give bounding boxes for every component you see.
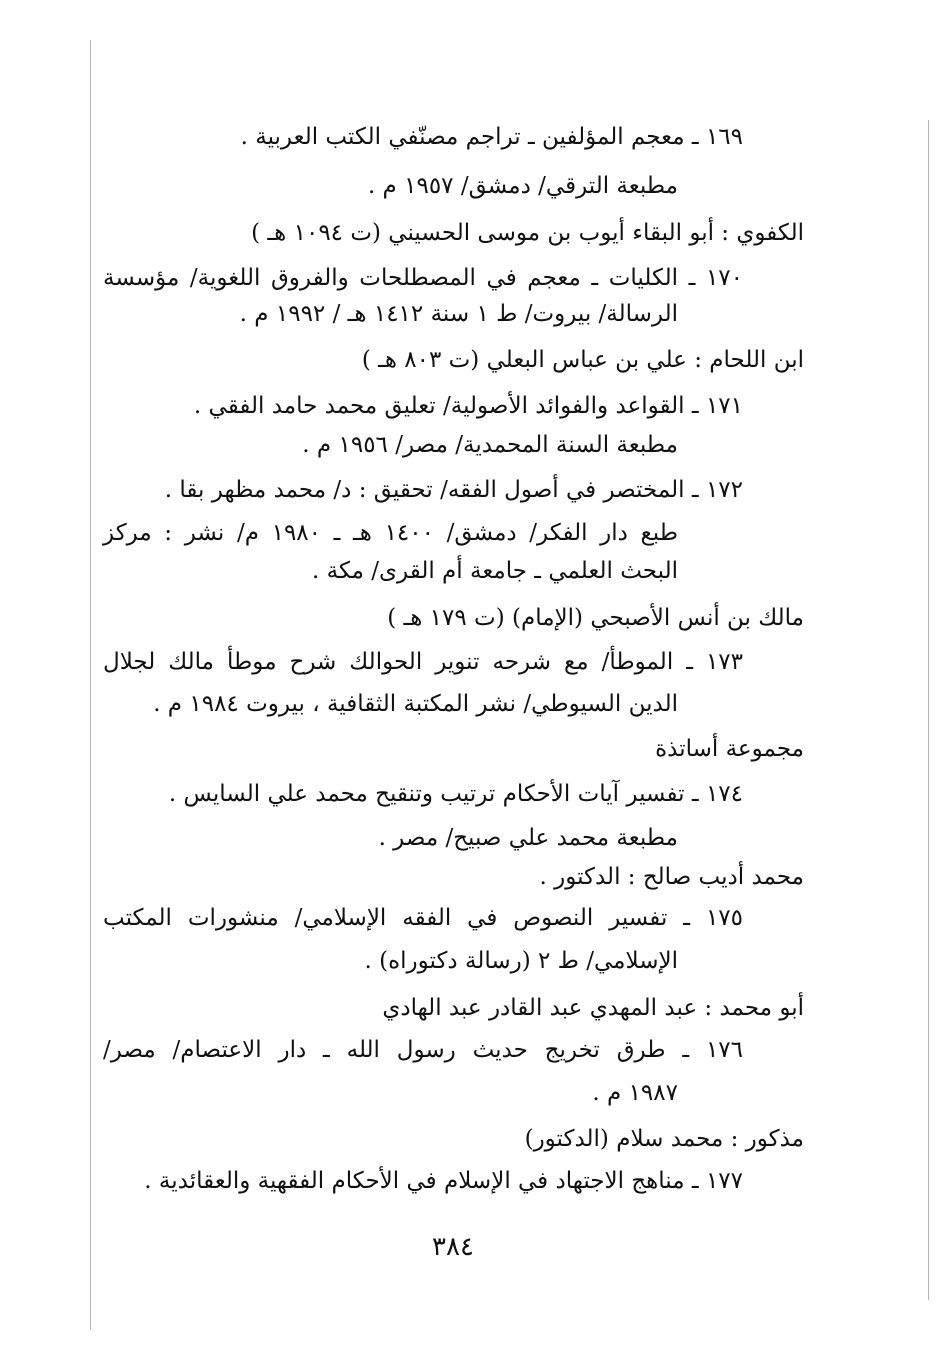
author-madkur: مذكور : محمد سلام (الدكتور) — [524, 1126, 804, 1152]
page-number: ٣٨٤ — [432, 1232, 474, 1262]
entry-172-title: ١٧٢ ـ المختصر في أصول الفقه/ تحقيق : د/ محمد مظهر بقا . — [164, 477, 743, 503]
entry-171-publisher: مطبعة السنة المحمدية/ مصر/ ١٩٥٦ م . — [302, 432, 678, 458]
entry-172-publisher-cont: البحث العلمي ـ جامعة أم القرى/ مكة . — [311, 558, 678, 584]
author-group: مجموعة أساتذة — [655, 736, 804, 762]
entry-173-publisher: الدين السيوطي/ نشر المكتبة الثقافية ، بيروت ١٩٨٤ م . — [153, 691, 678, 717]
entry-176-title: ١٧٦ ـ طرق تخريج حديث رسول الله ـ دار الاعتصام/ مصر/ — [103, 1037, 743, 1063]
entry-172-publisher: طبع دار الفكر/ دمشق/ ١٤٠٠ هـ ـ ١٩٨٠ م/ نشر : مركز — [103, 520, 679, 546]
entry-170-publisher: الرسالة/ بيروت/ ط ١ سنة ١٤١٢ هـ / ١٩٩٢ م . — [239, 301, 678, 327]
author-abu-muhammad: أبو محمد : عبد المهدي عبد القادر عبد الهادي — [382, 995, 804, 1021]
author-malik: مالك بن أنس الأصبحي (الإمام) (ت ١٧٩ هـ ) — [387, 605, 804, 631]
entry-173-title: ١٧٣ ـ الموطأ/ مع شرحه تنوير الحوالك شرح موطأ مالك لجلال — [103, 649, 743, 675]
entry-176-year: ١٩٨٧ م . — [592, 1080, 678, 1106]
entry-175-publisher: الإسلامي/ ط ٢ (رسالة دكتوراه) . — [364, 948, 678, 974]
entry-174-publisher: مطبعة محمد علي صبيح/ مصر . — [378, 825, 678, 851]
scan-edge-line-right — [928, 120, 929, 1300]
author-adib-salih: محمد أديب صالح : الدكتور . — [539, 864, 804, 890]
entry-177-title: ١٧٧ ـ مناهج الاجتهاد في الإسلام في الأحكام الفقهية والعقائدية . — [144, 1168, 743, 1194]
scan-edge-line-left — [90, 40, 91, 1330]
entry-175-title: ١٧٥ ـ تفسير النصوص في الفقه الإسلامي/ منشورات المكتب — [103, 905, 743, 931]
entry-171-title: ١٧١ ـ القواعد والفوائد الأصولية/ تعليق محمد حامد الفقي . — [193, 393, 743, 419]
author-kafawi: الكفوي : أبو البقاء أيوب بن موسى الحسيني (ت ١٠٩٤ هـ ) — [251, 220, 804, 246]
entry-174-title: ١٧٤ ـ تفسير آيات الأحكام ترتيب وتنقيح محمد علي السايس . — [168, 781, 743, 807]
entry-169-publisher: مطبعة الترقي/ دمشق/ ١٩٥٧ م . — [367, 173, 678, 199]
entry-169-title: ١٦٩ ـ معجم المؤلفين ـ تراجم مصنّفي الكتب العربية . — [240, 124, 743, 150]
author-ibn-allahham: ابن اللحام : علي بن عباس البعلي (ت ٨٠٣ هـ ) — [361, 347, 804, 373]
entry-170-title: ١٧٠ ـ الكليات ـ معجم في المصطلحات والفروق اللغوية/ مؤسسة — [103, 265, 743, 291]
